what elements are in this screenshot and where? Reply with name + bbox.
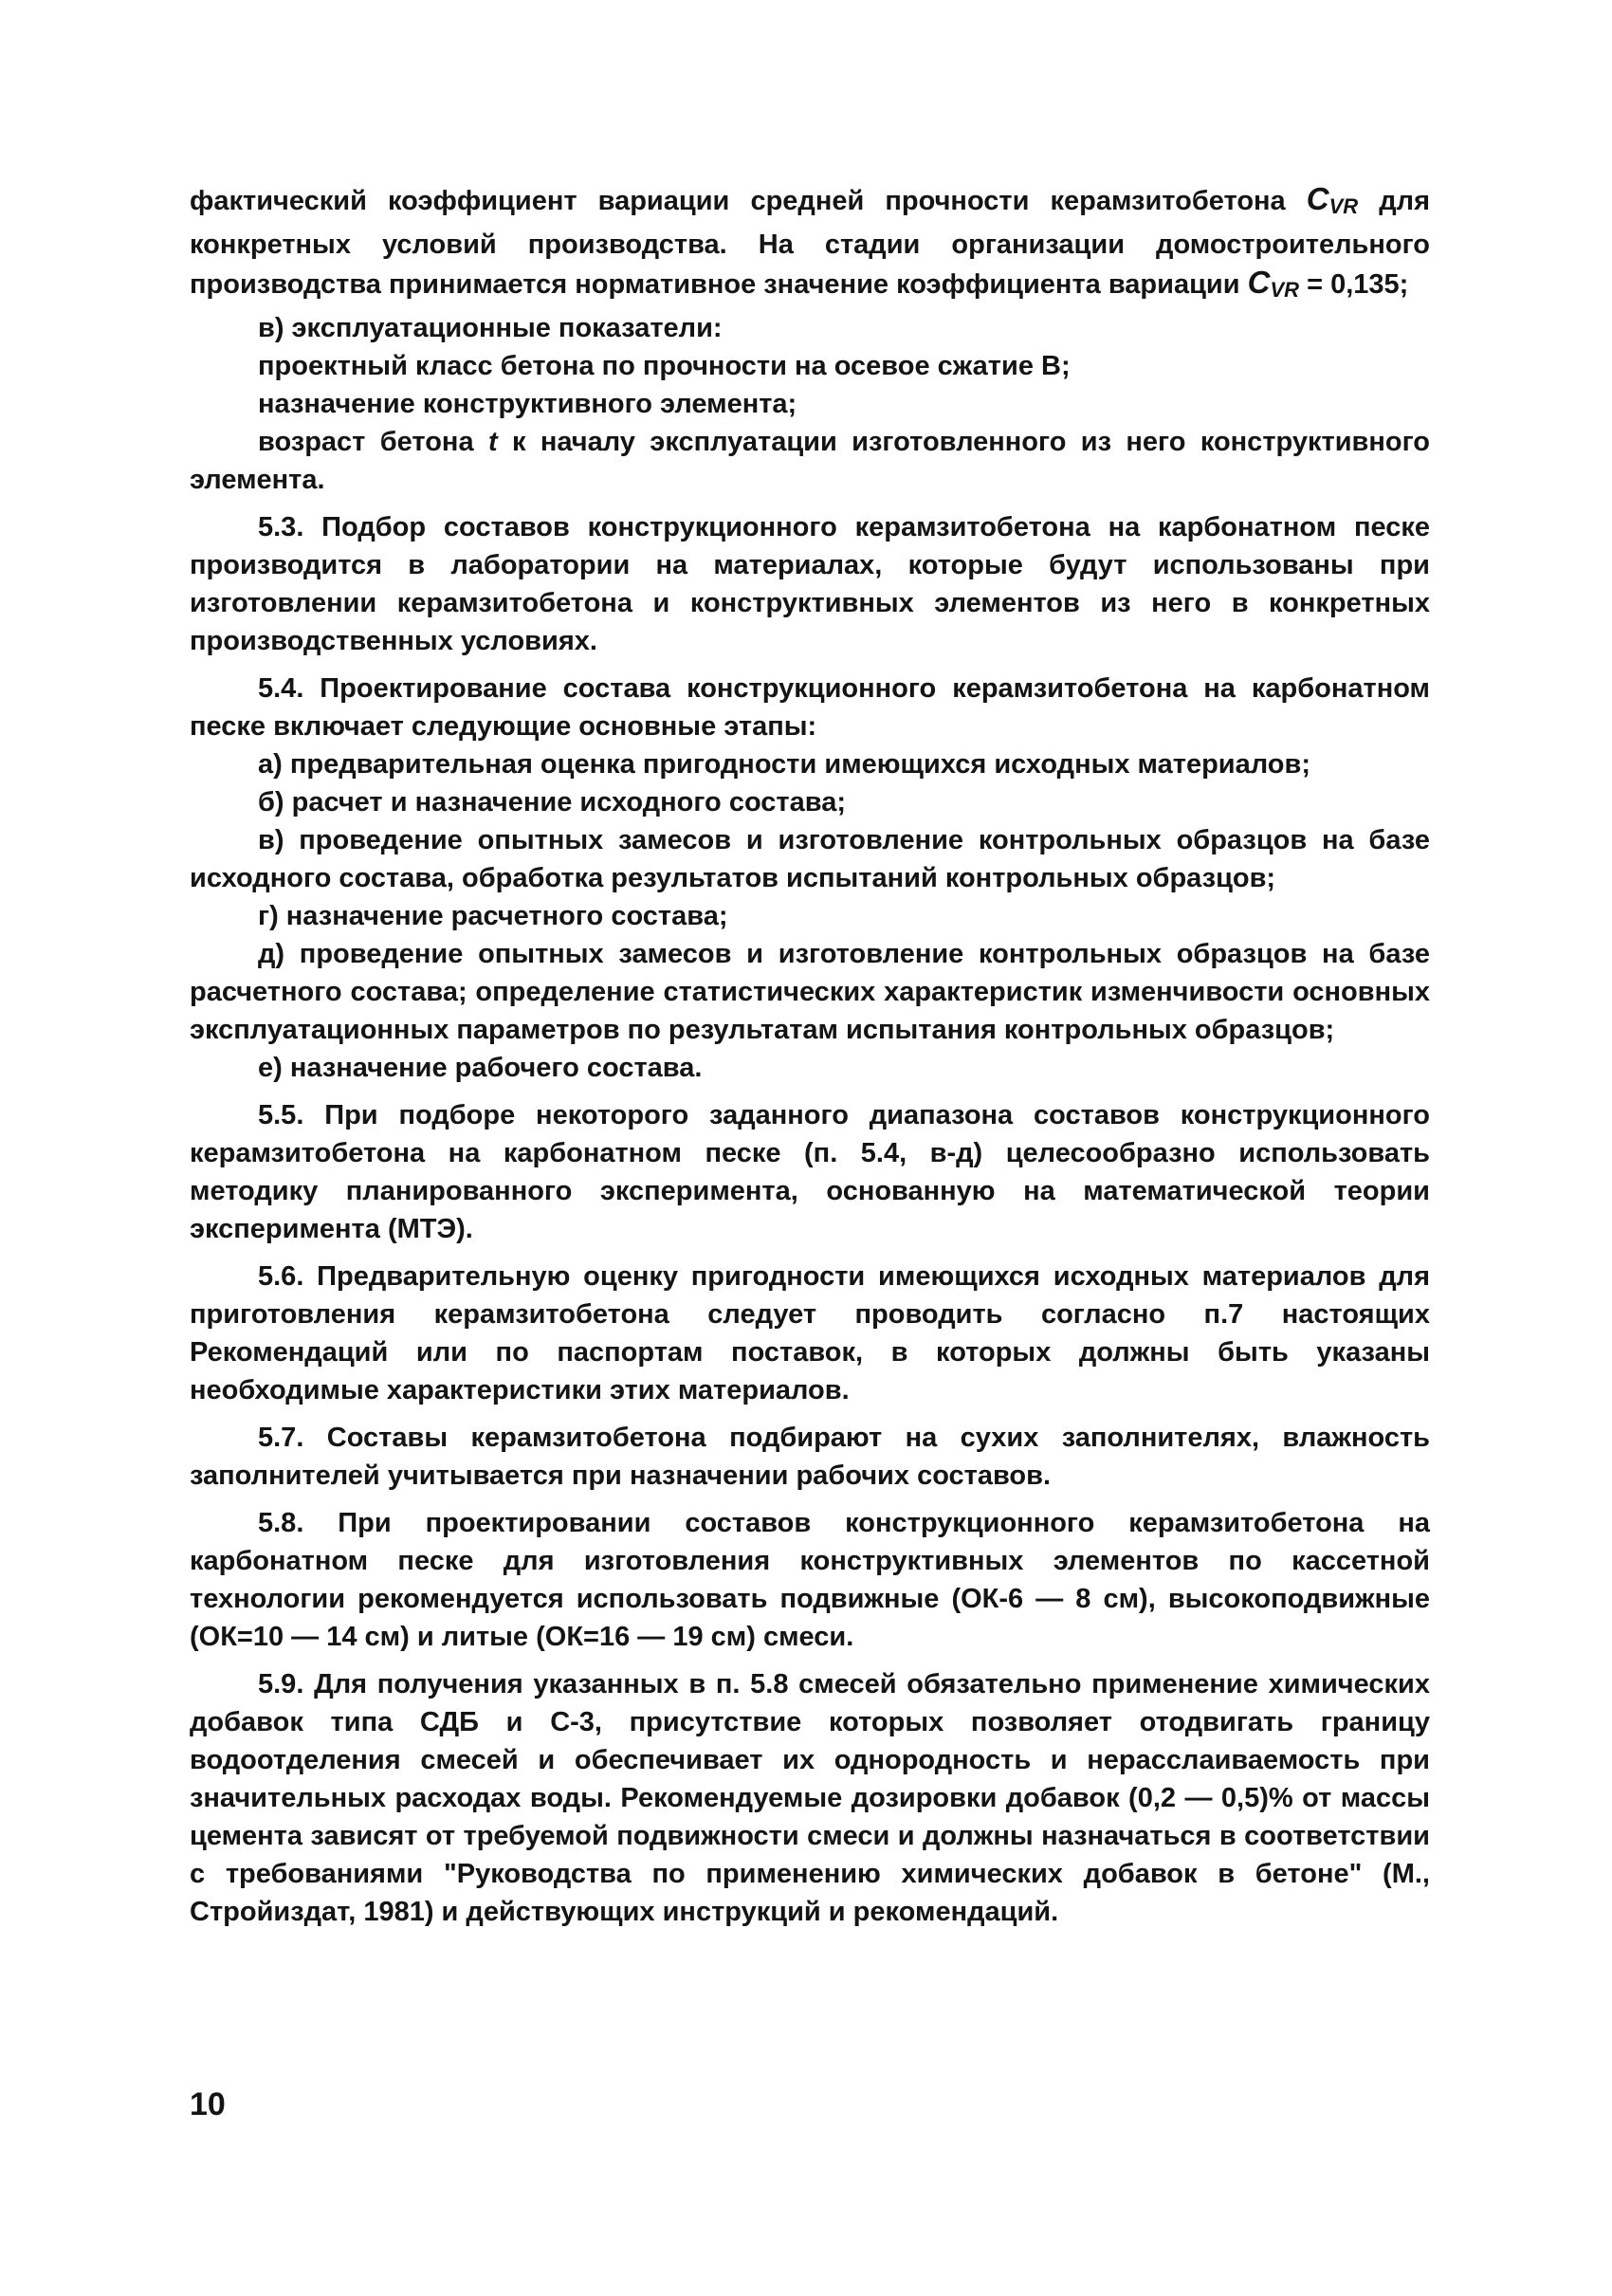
intro-text-after-cv: для конкретных условий производства. На стадии организации домостроительного производства принимается нормативное значение коэффициента вариации bbox=[190, 186, 1430, 300]
age-paragraph bbox=[190, 423, 1430, 499]
cv-symbol-2: C bbox=[1247, 265, 1271, 300]
section-5-3 bbox=[190, 508, 1430, 660]
section-number: 5.6. bbox=[258, 1261, 304, 1292]
cv-value: = 0,135; bbox=[1299, 269, 1409, 300]
intro-paragraph bbox=[190, 180, 1430, 309]
section-number: 5.9. bbox=[258, 1669, 304, 1699]
age-text-after: к началу эксплуатации изготовленного из него конструктивного элемента. bbox=[190, 427, 1430, 495]
list-item: е) назначение рабочего состава. bbox=[258, 1053, 703, 1083]
section-text: Проектирование состава конструкционного керамзитобетона на карбонатном песке включает следующие основные этапы: bbox=[190, 673, 1430, 742]
section-5-5 bbox=[190, 1096, 1430, 1248]
cv-subscript-2: VR bbox=[1270, 278, 1300, 302]
list-item: д) проведение опытных замесов и изготовление контрольных образцов на базе расчетного состава; определение статистических характеристик изменчивости основных эксплуатационных параметров по результатам испытания контрольных образцов; bbox=[190, 939, 1430, 1045]
section-number: 5.4. bbox=[258, 673, 304, 704]
list-item: б) расчет и назначение исходного состава; bbox=[258, 787, 846, 817]
list-item: г) назначение расчетного состава; bbox=[258, 901, 728, 931]
cv-symbol: C bbox=[1306, 181, 1329, 216]
section-text: При подборе некоторого заданного диапазона составов конструкционного керамзитобетона на карбонатном песке (п. 5.4, в-д) целесообразно использовать методику планированного эксперимента, основанную на математической теории эксперимента (МТЭ). bbox=[190, 1100, 1430, 1244]
page-number: 10 bbox=[190, 2086, 226, 2122]
section-text: Предварительную оценку пригодности имеющихся исходных материалов для приготовления керамзитобетона следует проводить согласно п.7 настоящих Рекомендаций или по паспортам поставок, в которых должны быть указаны необходимые характеристики этих материалов. bbox=[190, 1261, 1430, 1405]
section-5-7 bbox=[190, 1419, 1430, 1495]
list-item: назначение конструктивного элемента; bbox=[258, 389, 797, 419]
text-column bbox=[190, 180, 1430, 1931]
section-5-4 bbox=[190, 670, 1430, 745]
list-item: проектный класс бетона по прочности на осевое сжатие В; bbox=[258, 351, 1071, 381]
section-text: При проектировании составов конструкционного керамзитобетона на карбонатном песке для изготовления конструктивных элементов по кассетной технологии рекомендуется использовать подвижные (ОК-6 — 8 см), высокоподвижные (ОК=10 — 14 см) и литые (ОК=16 — 19 см) смеси. bbox=[190, 1508, 1430, 1652]
cv-subscript: VR bbox=[1328, 194, 1359, 218]
section-number: 5.7. bbox=[258, 1423, 304, 1453]
section-number: 5.5. bbox=[258, 1100, 304, 1130]
section-5-6 bbox=[190, 1258, 1430, 1409]
section-5-9 bbox=[190, 1665, 1430, 1931]
intro-text: фактический коэффициент вариации средней прочности керамзитобетона bbox=[190, 186, 1286, 216]
section-number: 5.8. bbox=[258, 1508, 304, 1538]
list-item: в) проведение опытных замесов и изготовление контрольных образцов на базе исходного состава, обработка результатов испытаний контрольных образцов; bbox=[190, 825, 1430, 893]
age-text-before: возраст бетона bbox=[258, 427, 488, 457]
section-text: Для получения указанных в п. 5.8 смесей обязательно применение химических добавок типа СДБ и С-3, присутствие которых позволяет отодвигать границу водоотделения смесей и обеспечивает их однородность и нерасслаиваемость при значительных расходах воды. Рекомендуемые дозировки добавок (0,2 — 0,5)% от массы цемента зависят от требуемой подвижности смеси и должны назначаться в соответствии с требованиями "Руководства по применению химических добавок в бетоне" (М., Стройиздат, 1981) и действующих инструкций и рекомендаций. bbox=[190, 1669, 1430, 1927]
list-item: а) предварительная оценка пригодности имеющихся исходных материалов; bbox=[258, 749, 1310, 780]
section-5-8 bbox=[190, 1504, 1430, 1656]
section-number: 5.3. bbox=[258, 512, 304, 542]
section-text: Подбор составов конструкционного керамзитобетона на карбонатном песке производится в лаборатории на материалах, которые будут использованы при изготовлении керамзитобетона и конструктивных элементов из него в конкретных производственных условиях. bbox=[190, 512, 1430, 656]
t-symbol: t bbox=[487, 427, 498, 457]
list-item: в) эксплуатационные показатели: bbox=[258, 313, 723, 343]
section-text: Составы керамзитобетона подбирают на сухих заполнителях, влажность заполнителей учитывается при назначении рабочих составов. bbox=[190, 1423, 1430, 1491]
